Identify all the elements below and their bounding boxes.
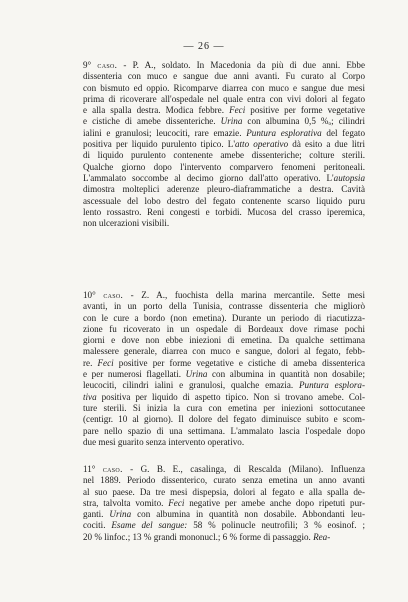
text-run: positive per forme vegetative e cistiche di ameba dissenterica <box>113 357 366 368</box>
text-line <box>83 464 365 475</box>
text-line <box>83 139 365 150</box>
text-run: e per numerosi flagellati. <box>83 369 186 380</box>
text-run: non ulcerazioni visibili. <box>83 218 170 229</box>
text-line <box>83 426 365 437</box>
case-11-paragraph <box>83 464 365 543</box>
text-run: positiva per liquido purulento tipico. L' <box>83 139 235 150</box>
italic-term: tiva <box>83 391 97 402</box>
text-line <box>83 128 365 139</box>
text-run: del fegato <box>321 127 366 138</box>
text-run: con bismuto ed oppio. Ricomparve diarrea con muco e sangue due mesi <box>83 82 365 93</box>
text-line <box>83 335 365 346</box>
text-line <box>83 380 365 391</box>
text-line <box>83 509 365 520</box>
italic-term: Puntura esplora- <box>299 380 365 391</box>
text-line <box>83 346 365 357</box>
text-run: con albumina in quantità non dosabile. Abbondanti leu- <box>131 509 365 520</box>
text-run: 11° <box>83 464 103 474</box>
text-line <box>83 324 365 335</box>
text-run: con albumina 0,5 %ₒ; cilindri <box>242 116 365 127</box>
text-line <box>83 116 365 127</box>
italic-term: autopsia <box>333 172 365 183</box>
text-line <box>83 105 365 116</box>
italic-term: Feci <box>97 357 114 368</box>
text-line <box>83 313 365 324</box>
text-line <box>83 475 365 486</box>
text-line <box>83 392 365 403</box>
text-run: - P. A., soldato. In Macedonia da più di due anni. Ebbe <box>117 60 366 70</box>
text-run: e alla spalla destra. Modica febbre. <box>83 105 230 116</box>
text-run: al suo paese. Da tre mesi dispepsia, dolori al fegato e alla spalla de- <box>83 486 365 497</box>
page-number: — 26 — <box>183 41 225 52</box>
text-line <box>83 162 365 173</box>
text-line <box>83 498 365 509</box>
text-run: con le cure a bordo (non emetina). Durante un periodo di riacutizza- <box>83 312 365 323</box>
text-run: positiva per liquido di aspetto tipico. Non si trovano amebe. Col- <box>96 391 365 402</box>
text-run: leucociti, cilindri ialini e granulosi, qualche emazia. <box>83 380 299 391</box>
text-run: 58 % polinucle neutrofili; 3 % eosinof. ; <box>187 520 365 531</box>
text-run: lento rossastro. Reni congesti e torbidi. Mucosa del crasso iperemica, <box>83 206 365 217</box>
text-run: (centigr. 10 al giorno). Il dolore del fegato diminuisce subito e scom- <box>83 414 365 425</box>
text-run: ture sterili. Si inizia la cura con emetina per iniezioni sottocutanee <box>83 402 365 413</box>
text-run: positive per forme vegetative <box>245 105 365 116</box>
text-run: - G. B. E., casalinga, di Rescalda (Milano). Influenza <box>122 464 366 474</box>
text-run: negative per amebe anche dopo ripetuti pur- <box>184 497 365 508</box>
text-line <box>83 403 365 414</box>
text-run: due mesi guarito senza intervento operativo. <box>83 436 245 447</box>
text-line <box>83 71 365 82</box>
text-run: ganti. <box>83 509 110 520</box>
italic-term: Rea- <box>313 531 331 542</box>
text-line <box>83 532 365 543</box>
text-line <box>83 218 365 229</box>
text-run: giorni e dove non ebbe iniezioni di emetina. Da qualche settimana <box>83 335 365 346</box>
text-run: dissenteria con muco e sangue due anni avanti. Fu curato al Corpo <box>83 71 365 82</box>
text-line <box>83 83 365 94</box>
text-run: con albumina in quantità non dosabile; <box>207 369 365 380</box>
text-run: e cistiche di amebe dissenteriche. <box>83 116 221 127</box>
text-run: Qualche giorno dopo l'intervento comparvero fenomeni peritoneali. <box>83 161 365 172</box>
text-line <box>83 437 365 448</box>
text-run: di liquido purulento contenente amebe dissenteriche; colture sterili. <box>83 150 365 161</box>
italic-term: atto operativo <box>234 139 289 150</box>
italic-term: Urina <box>109 509 132 520</box>
italic-term: Feci <box>229 105 246 116</box>
text-line <box>83 520 365 531</box>
italic-term: Feci <box>168 497 185 508</box>
text-line <box>83 150 365 161</box>
italic-term: Urina <box>220 116 243 127</box>
italic-term: Esame del sangue: <box>111 520 188 531</box>
text-line <box>83 414 365 425</box>
text-run: 10° <box>83 290 104 300</box>
text-run: dimostra molteplici aderenze pleuro-diaframmatiche a destra. Cavità <box>83 184 365 195</box>
text-line <box>83 173 365 184</box>
text-run: prima di ricoverare all'ospedale nel quale entra con vivi dolori al fegato <box>83 93 365 104</box>
text-run: malessere generale, diarrea con muco e sangue, dolori al fegato, febb- <box>83 346 365 357</box>
case-label: caso. <box>103 290 124 300</box>
text-line <box>83 207 365 218</box>
text-run: nel 1889. Periodo dissenterico, curato senza emetina un anno avanti <box>83 475 365 486</box>
text-line <box>83 358 365 369</box>
case-label: caso. <box>97 60 118 70</box>
text-run: ascessuale del lobo destro del fegato contenente scarso liquido puru <box>83 195 365 206</box>
text-line <box>83 301 365 312</box>
text-run: L'ammalato soccombe al decimo giorno dall'atto operativo. L' <box>83 172 334 183</box>
text-run: 9° <box>83 60 98 70</box>
text-line <box>83 60 365 71</box>
text-line <box>83 196 365 207</box>
text-run: avanti, in un porto della Tunisia, contrasse dissenteria che migliorò <box>83 301 365 312</box>
text-line <box>83 94 365 105</box>
text-run: re. <box>83 357 98 368</box>
italic-term: Urina <box>185 369 208 380</box>
text-run: dà esito a due litri <box>288 139 365 150</box>
text-run: stra, talvolta vomito. <box>83 497 169 508</box>
text-line <box>83 184 365 195</box>
case-label: caso. <box>102 464 123 474</box>
text-run: - Z. A., fuochista della marina mercantile. Sette mesi <box>123 290 365 300</box>
text-line <box>83 487 365 498</box>
text-run: 20 % linfoc.; 13 % grandi mononucl.; 6 % forme di passaggio. <box>83 531 314 542</box>
text-line <box>83 290 365 301</box>
text-run: pare nello spazio di una settimana. L'ammalato lascia l'ospedale dopo <box>83 425 365 436</box>
text-line <box>83 369 365 380</box>
text-run: ialini e granulosi; leucociti, rare emazie. <box>83 127 247 138</box>
text-run: cociti. <box>83 520 112 531</box>
italic-term: Puntura esplorativa <box>246 127 322 138</box>
text-run: zione fu ricoverato in un ospedale di Bordeaux dove rimase pochi <box>83 323 365 334</box>
case-9-paragraph <box>83 60 365 229</box>
case-10-paragraph <box>83 290 365 448</box>
